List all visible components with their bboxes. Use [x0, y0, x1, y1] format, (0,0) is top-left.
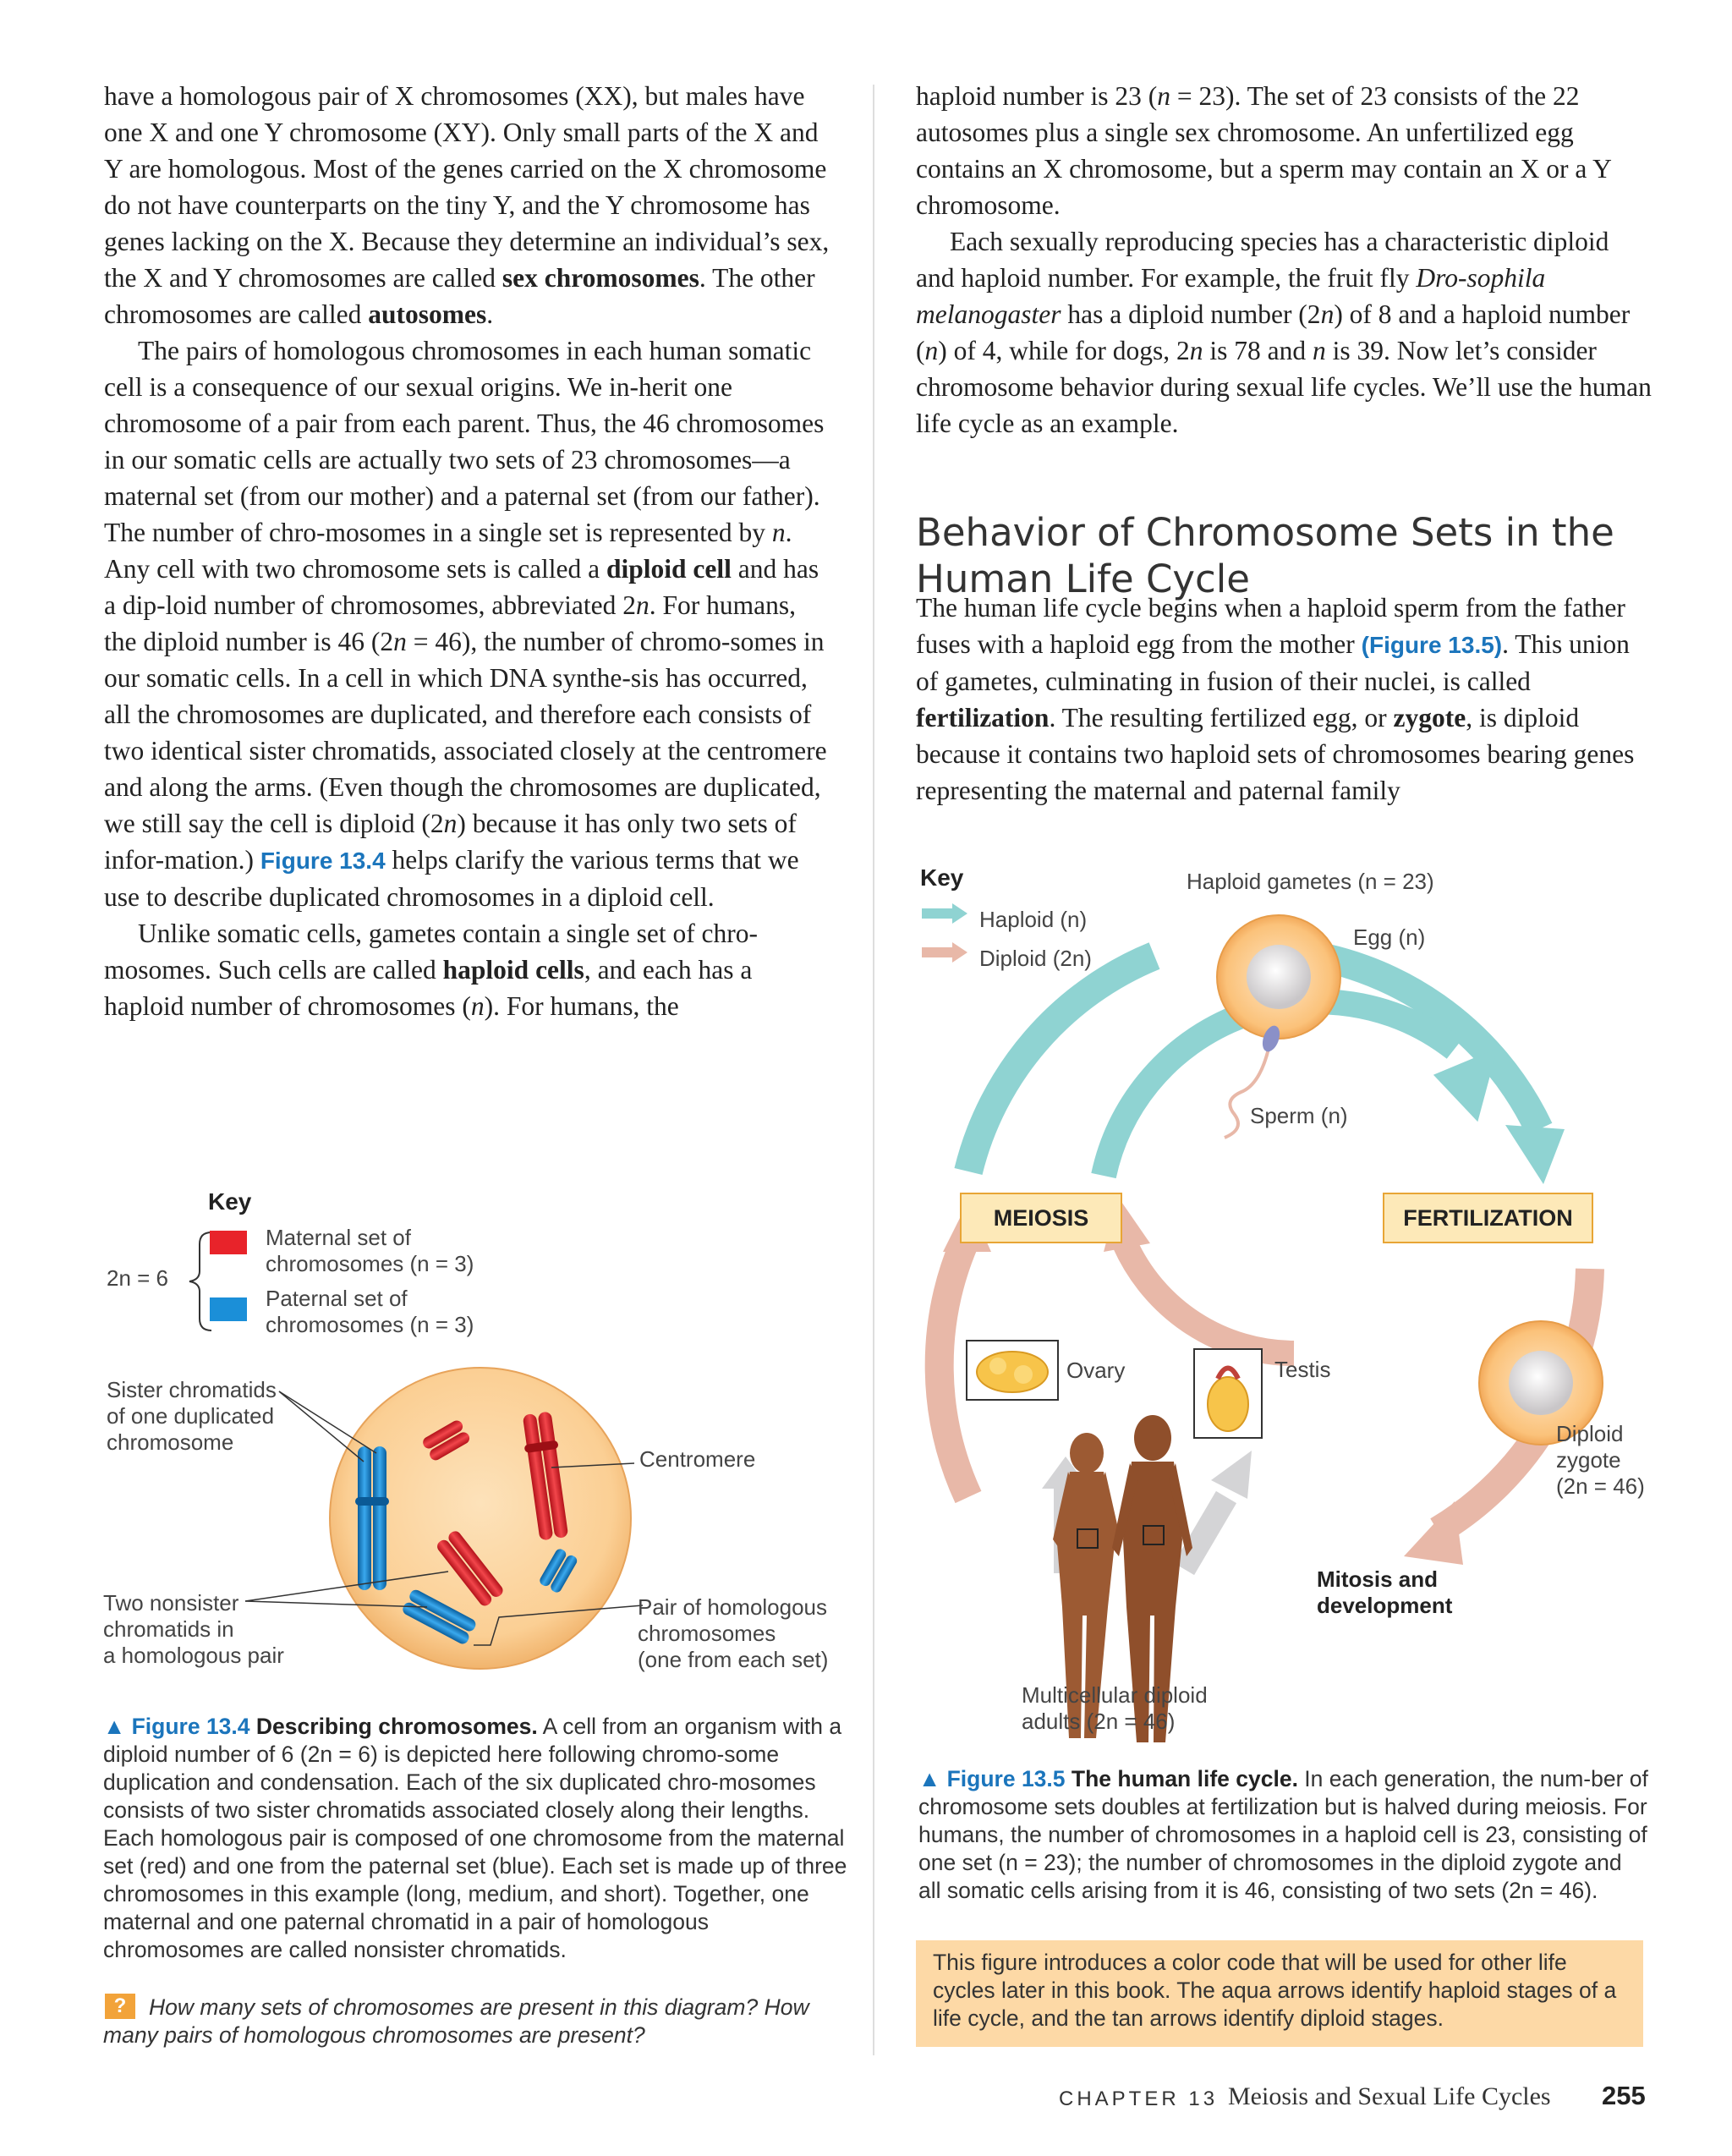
page-number: 255 [1602, 2081, 1646, 2110]
homologous-pair-label: Pair of homologous chromosomes (one from each set) [638, 1594, 829, 1672]
footer-chapter: CHAPTER 13 [1059, 2087, 1219, 2110]
haploid-key-label: Haploid (n) [979, 907, 1088, 932]
figure-13-4-question: How many sets of chromosomes are present in this diagram? How many pairs of homologous chromosomes are present? [103, 1994, 809, 2048]
diploid-key-label: Diploid (2n) [979, 946, 1092, 971]
figure-13-4-link[interactable]: Figure 13.4 [260, 848, 386, 874]
adults-label: Multicellular diploid adults (2n = 46) [1022, 1682, 1208, 1734]
color-code-note: This figure introduces a color code that will be used for other life cycles later in this book. The aqua arrows identify haploid stages of a life cycle, and the tan arrows identify diploid stages. [916, 1940, 1643, 2047]
egg-label: Egg (n) [1353, 924, 1426, 950]
figure-13-4-caption: ▲ Figure 13.4 Describing chromosomes. A cell from an organism with a diploid number of 6 (2n = 6) is depicted here following chromo-some duplication and condensation. Each of the six duplicated chro-mosomes consists of two sister chromatids associated closely along their lengths. Each homologous pair is composed of one chromosome from the maternal set (red) and one from the paternal set (blue). Each set is made up of three chromosomes in this example (long, medium, and short). Together, one maternal and one paternal chromatid in a pair of homologous chromosomes are called nonsister chromatids. [103, 1714, 847, 1962]
term-diploid-cell: diploid cell [606, 554, 732, 584]
question-badge: ? [105, 1994, 135, 2019]
term-zygote: zygote [1393, 703, 1466, 732]
life-cycle-diagram [896, 888, 1725, 1717]
fig4-2n-label: 2n = 6 [107, 1265, 169, 1291]
ovary-label: Ovary [1066, 1358, 1126, 1383]
figure-13-5-caption: ▲ Figure 13.5 The human life cycle. In each generation, the num-ber of chromosome sets doubles at fertilization but is halved during meiosis. For humans, the number of chromosomes in a haploid cell is 23, consisting of one set (n = 23); the number of chromosomes in the diploid zygote and all somatic cells arising from it is 46, consisting of two sets (2n = 46). [918, 1766, 1648, 1903]
meiosis-box: MEIOSIS [960, 1193, 1122, 1243]
nonsister-chromatids-label: Two nonsister chromatids in a homologous pair [103, 1590, 284, 1668]
term-sex-chromosomes: sex chromosomes [502, 263, 699, 293]
column-divider [873, 85, 874, 2055]
maternal-color-swatch [210, 1231, 247, 1254]
fig4-key-title: Key [208, 1188, 252, 1215]
paragraph: The human life cycle begins when a haploid sperm from the father fuses with a haploid egg from the mother (Figure 13.5). This union of gametes, culminating in fusion of their nuclei, is called fertilization. The resulting fertilized egg, or zygote, is diploid because it contains two haploid sets of chromosomes bearing genes representing the maternal and paternal family [916, 593, 1635, 805]
paternal-color-swatch [210, 1297, 247, 1321]
paragraph: haploid number is 23 (n = 23). The set of 23 consists of the 22 autosomes plus a single sex chromosome. An unfertilized egg contains an X chromosome, but a sperm may contain an X or a Y chromosome. [916, 81, 1611, 220]
mitosis-label: Mitosis and development [1317, 1566, 1453, 1618]
diploid-arrow-inner [1125, 1243, 1294, 1353]
term-fertilization: fertilization [916, 703, 1050, 732]
paragraph: Unlike somatic cells, gametes contain a single set of chro-mosomes. Such cells are called haploid cells, and each has a haploid number of chromosomes (n). For humans, the [104, 919, 759, 1021]
paternal-key-label: Paternal set of chromosomes (n = 3) [266, 1286, 474, 1337]
sperm-label: Sperm (n) [1250, 1103, 1348, 1128]
term-autosomes: autosomes [368, 299, 487, 329]
figure-13-5-link[interactable]: (Figure 13.5) [1361, 632, 1503, 658]
right-text-column-2 [916, 590, 1652, 809]
centromere-label: Centromere [639, 1446, 756, 1472]
zygote-label: Diploid zygote (2n = 46) [1556, 1421, 1645, 1499]
maternal-key-label: Maternal set of chromosomes (n = 3) [266, 1225, 474, 1276]
section-heading: Behavior of Chromosome Sets in the Human Life Cycle [916, 510, 1614, 602]
species-name: Dro-sophila melanogaster [916, 263, 1546, 329]
paragraph: have a homologous pair of X chromosomes (XX), but males have one X and one Y chromosome (XY). Only small parts of the X and Y are homologous. Most of the genes carried on the X chromosome do not have counterparts on the tiny Y, and the Y chromosome has genes lacking on the X. Because they determine an individual’s sex, the X and Y chromosomes are called sex chromosomes. The other chromosomes are called autosomes. [104, 81, 830, 329]
sister-chromatids-label: Sister chromatids of one duplicated chromosome [107, 1377, 277, 1455]
paragraph: The pairs of homologous chromosomes in each human somatic cell is a consequence of our sexual origins. We in-herit one chromosome of a pair from each parent. Thus, the 46 chromosomes in our somatic cells are actually two sets of 23 chromosomes—a maternal set (from our mother) and a paternal set (from our father). The number of chro-mosomes in a single set is represented by n. Any cell with two chromosome sets is called a diploid cell and has a dip-loid number of chromosomes, abbreviated 2n. For humans, the diploid number is 46 (2n = 46), the number of chromo-somes in our somatic cells. In a cell in which DNA synthe-sis has occurred, all the chromosomes are duplicated, and therefore each consists of two identical sister chromatids, associated closely at the centromere and along the arms. (Even though the chromosomes are duplicated, we still say the cell is diploid (2n) because it has only two sets of infor-mation.) Figure 13.4 helps clarify the various terms that we use to describe duplicated chromosomes in a diploid cell. [104, 336, 827, 912]
right-text-column [916, 78, 1652, 442]
left-text-column [104, 78, 831, 1024]
testis-label: Testis [1274, 1357, 1331, 1382]
fertilization-box: FERTILIZATION [1383, 1193, 1593, 1243]
fig5-key-title: Key [920, 864, 964, 891]
haploid-gametes-label: Haploid gametes (n = 23) [1187, 869, 1434, 894]
footer-title: Meiosis and Sexual Life Cycles [1228, 2082, 1551, 2110]
paragraph: Each sexually reproducing species has a characteristic diploid and haploid number. For example, the fruit fly Dro-sophila melanogaster has a diploid number (2n) of 8 and a haploid number (n) of 4, while for dogs, 2n is 78 and n is 39. Now let’s consider chromosome behavior during sexual life cycles. We’ll use the human life cycle as an example. [916, 227, 1652, 438]
term-haploid-cells: haploid cells [442, 955, 584, 985]
